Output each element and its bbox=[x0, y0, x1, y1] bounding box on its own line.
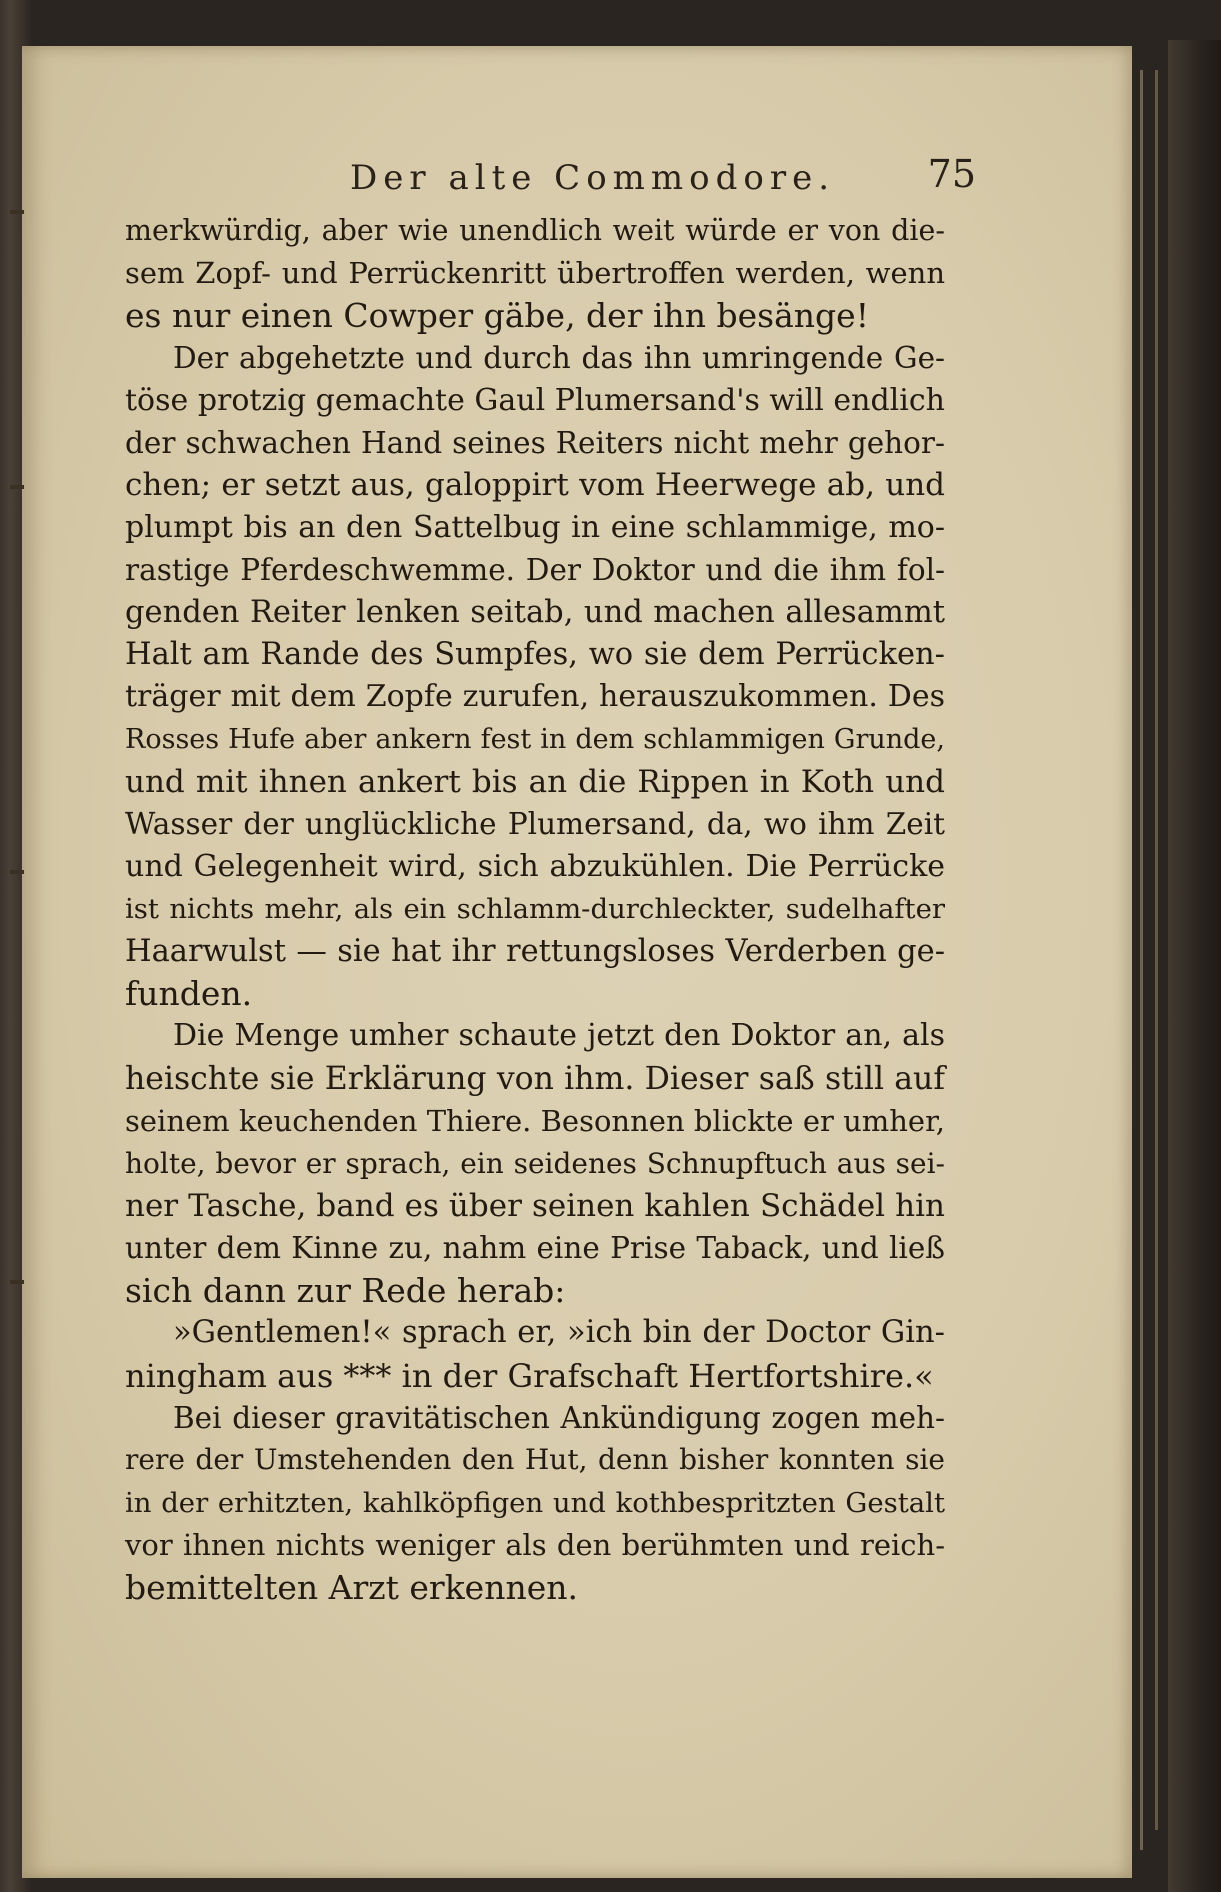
text-line: sich dann zur Rede herab: bbox=[125, 1270, 566, 1310]
text-line: chen; er setzt aus, galoppirt vom Heerwege ab, und bbox=[125, 467, 945, 504]
page-edge bbox=[1140, 70, 1143, 1850]
text-line: »Gentlemen!« sprach er, »ich bin der Doctor Gin- bbox=[173, 1315, 945, 1351]
running-title: Der alte Commodore. bbox=[350, 158, 836, 198]
text-line: Wasser der unglückliche Plumersand, da, wo ihm Zeit bbox=[125, 807, 945, 842]
text-line: ningham aus *** in der Grafschaft Hertfortshire.« bbox=[125, 1356, 934, 1395]
text-line: ner Tasche, band es über seinen kahlen Schädel hin bbox=[125, 1187, 945, 1224]
text-line: merkwürdig, aber wie unendlich weit würde er von die- bbox=[125, 214, 945, 247]
margin-mark bbox=[10, 485, 24, 489]
text-line: Rosses Hufe aber ankern fest in dem schlammigen Grunde, bbox=[125, 723, 945, 755]
text-line: Halt am Rande des Sumpfes, wo sie dem Perrücken- bbox=[125, 636, 945, 672]
text-line: holte, bevor er sprach, ein seidenes Schnupftuch aus sei- bbox=[125, 1146, 945, 1180]
text-line: ist nichts mehr, als ein schlamm-durchleckter, sudelhafter bbox=[125, 893, 945, 926]
text-line: Der abgehetzte und durch das ihn umringende Ge- bbox=[173, 341, 945, 376]
text-line: rastige Pferdeschwemme. Der Doktor und die ihm fol- bbox=[125, 553, 945, 588]
body-text bbox=[125, 210, 945, 1609]
text-line: bemittelten Arzt erkennen. bbox=[125, 1567, 578, 1607]
text-line: es nur einen Cowper gäbe, der ihn besänge! bbox=[125, 295, 869, 335]
text-line: sem Zopf- und Perrückenritt übertroffen werden, wenn bbox=[125, 256, 945, 291]
text-line: und Gelegenheit wird, sich abzukühlen. Die Perrücke bbox=[125, 848, 945, 884]
text-line: Haarwulst — sie hat ihr rettungsloses Verderben ge- bbox=[125, 933, 945, 969]
text-line: genden Reiter lenken seitab, und machen allesammt bbox=[125, 594, 945, 630]
text-line: der schwachen Hand seines Reiters nicht mehr gehor- bbox=[125, 425, 945, 460]
text-line: töse protzig gemachte Gaul Plumersand's will endlich bbox=[125, 382, 945, 418]
text-line: und mit ihnen ankert bis an die Rippen in Koth und bbox=[125, 764, 945, 801]
text-line: plumpt bis an den Sattelbug in eine schlammige, mo- bbox=[125, 509, 945, 545]
text-line: funden. bbox=[125, 974, 253, 1014]
text-line: in der erhitzten, kahlköpfigen und kothbespritzten Gestalt bbox=[125, 1486, 945, 1519]
text-line: vor ihnen nichts weniger als den berühmten und reich- bbox=[125, 1528, 945, 1563]
margin-mark bbox=[10, 1280, 24, 1284]
text-line: seinem keuchenden Thiere. Besonnen blickte er umher, bbox=[125, 1104, 945, 1139]
text-line: Die Menge umher schaute jetzt den Doktor an, als bbox=[173, 1018, 945, 1054]
text-line: träger mit dem Zopfe zurufen, herauszukommen. Des bbox=[125, 679, 945, 715]
page-number: 75 bbox=[927, 152, 976, 196]
book-binding bbox=[1168, 40, 1221, 1892]
page-edge bbox=[1155, 70, 1158, 1830]
text-line: unter dem Kinne zu, nahm eine Prise Taback, und ließ bbox=[125, 1231, 945, 1266]
text-line: rere der Umstehenden den Hut, denn bisher konnten sie bbox=[125, 1443, 945, 1477]
text-line: heischte sie Erklärung von ihm. Dieser saß still auf bbox=[125, 1060, 945, 1097]
margin-mark bbox=[10, 210, 24, 214]
margin-mark bbox=[10, 870, 24, 874]
text-line: Bei dieser gravitätischen Ankündigung zogen meh- bbox=[173, 1400, 945, 1435]
